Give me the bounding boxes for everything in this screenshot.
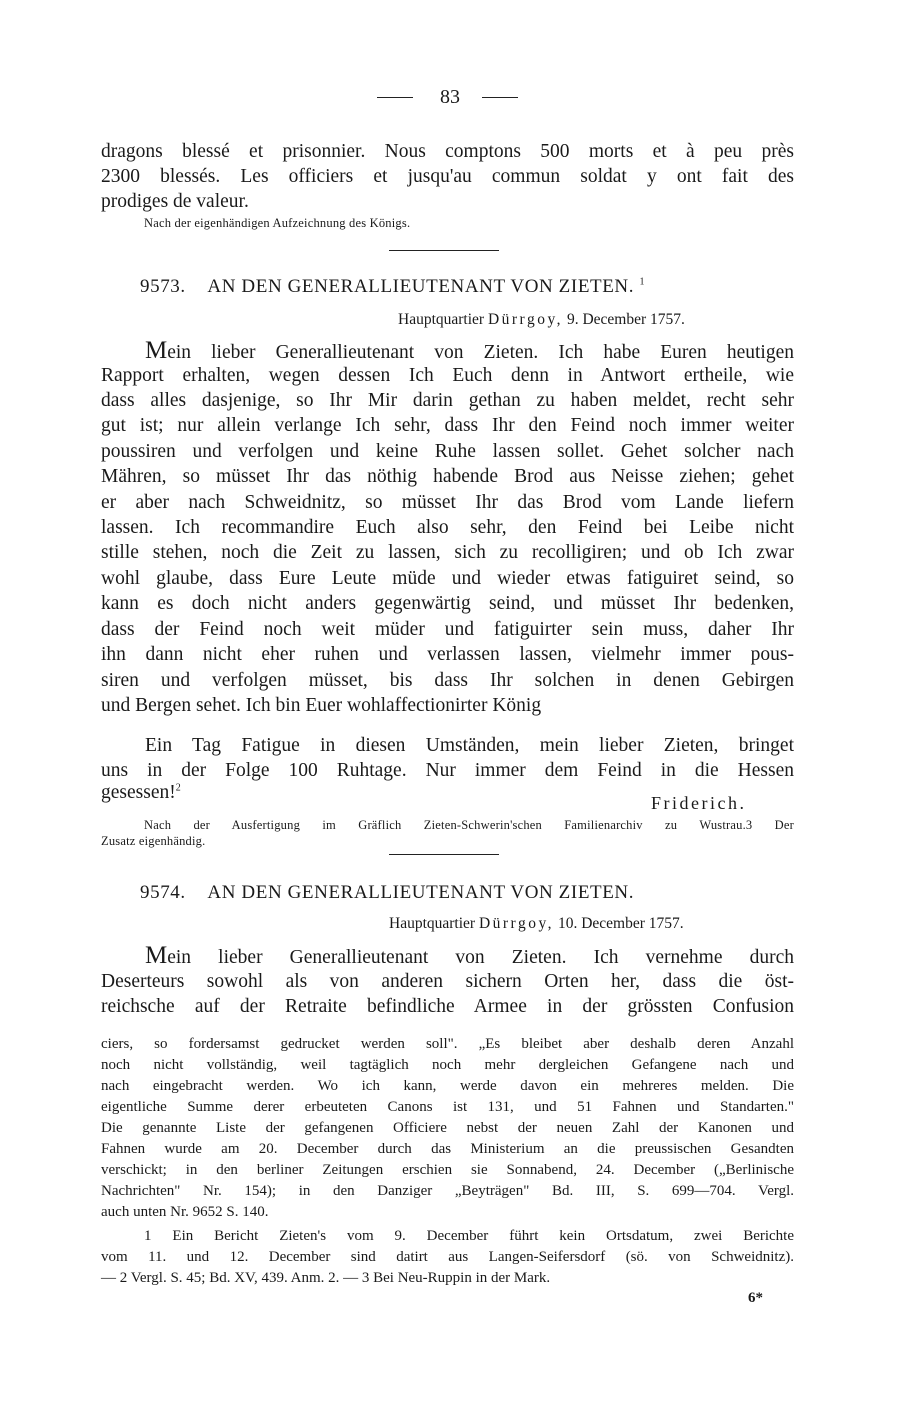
letter-1-dateline: [398, 311, 685, 329]
footnote-1-line-2: vom 11. und 12. December sind datirt aus Langen-Seifersdorf (sö. von Schweidnitz).: [101, 1249, 794, 1265]
letter-1-line: siren und verfolgen müsset, bis dass Ihr solchen in denen Gebirgen: [101, 670, 794, 691]
letter-1-line: dass alles dasjenige, so Ihr Mir darin gethan zu haben meldet, recht sehr: [101, 390, 794, 411]
letter-1-line: und Bergen sehet. Ich bin Euer wohlaffectionirter König: [101, 695, 542, 716]
letter-1-number: 9573.: [140, 276, 186, 297]
letter-1-line: stille stehen, noch die Zeit zu lassen, sich zu recolligiren; und ob Ich zwar: [101, 542, 794, 563]
letter-1-dateline-place: Dürrgoy,: [487, 311, 564, 328]
letter-1-line: poussiren und verfolgen und keine Ruhe lassen sollet. Gehet solcher nach: [101, 441, 794, 462]
letter-1-line: dass der Feind noch weit müder und fatiguirter sein muss, daher Ihr: [101, 619, 794, 640]
letter-1-source-line-2: Zusatz eigenhändig.: [101, 834, 206, 848]
section-divider-1: [389, 250, 499, 251]
letter-1-dateline-prefix: Hauptquartier: [398, 311, 485, 328]
letter-2-dateline-date: 10. December 1757.: [557, 915, 684, 932]
footnote-continuation-line: ciers, so fordersamst gedrucket werden soll". „Es bleibet aber deshalb deren Anzahl: [101, 1036, 794, 1052]
letter-1-first-line: [101, 338, 794, 365]
footnote-continuation-line: nach eingebracht werden. Wo ich kann, werde davon ein mehreres melden. Die: [101, 1078, 794, 1094]
letter-1-line: ihn dann nicht eher ruhen und verlassen lassen, vielmehr immer pous-: [101, 644, 794, 665]
letter-1-first-line-text: ein lieber Generallieutenant von Zieten. Ich habe Euren heutigen: [167, 342, 794, 363]
section-divider-2: [389, 854, 499, 855]
letter-2-first-line-text: ein lieber Generallieutenant von Zieten. Ich vernehme durch: [167, 947, 794, 968]
letter-2-initial: M: [145, 942, 168, 969]
page-number: 83: [440, 86, 460, 108]
footnote-continuation-line: eigentliche Summe derer erbeuteten Canons ist 131, und 51 Fahnen und Standarten.": [101, 1099, 794, 1115]
intro-line-2: 2300 blessés. Les officiers et jusqu'au commun soldat y ont fait des: [101, 166, 794, 187]
letter-2-number: 9574.: [140, 882, 186, 903]
footnote-continuation-line: Fahnen wurde am 20. December durch das Ministerium an die preussischen Gesandten: [101, 1141, 794, 1157]
postscript-line-3: [101, 782, 181, 804]
letter-1-line: kann es doch nicht anders gegenwärtig seind, und müsset Ihr bedenken,: [101, 593, 794, 614]
signature: Friderich.: [651, 793, 747, 813]
letter-1-line: er aber nach Schweidnitz, so müsset Ihr das Brod vom Lande liefern: [101, 492, 794, 513]
letter-2-dateline-prefix: Hauptquartier: [389, 915, 476, 932]
intro-source-note: Nach der eigenhändigen Aufzeichnung des Königs.: [144, 216, 411, 230]
letter-1-initial: M: [145, 337, 168, 364]
letter-1-title: AN DEN GENERALLIEUTENANT VON ZIETEN.: [207, 276, 635, 297]
postscript-footnote-mark: 2: [175, 782, 181, 794]
letter-1-dateline-date: 9. December 1757.: [566, 311, 685, 328]
letter-2-first-line: [101, 943, 794, 970]
footnote-continuation-line: verschickt; in den berliner Zeitungen erschien sie Sonnabend, 24. December („Berlinische: [101, 1162, 794, 1178]
postscript-last-text: gesessen!: [101, 782, 176, 803]
intro-line-3: prodiges de valeur.: [101, 191, 249, 212]
letter-1-line: lassen. Ich recommandire Euch also sehr, den Feind bei Leibe nicht: [101, 517, 794, 538]
letter-1-footnote-mark: 1: [639, 276, 646, 288]
letter-2-dateline: [389, 915, 684, 933]
letter-2-title: AN DEN GENERALLIEUTENANT VON ZIETEN.: [207, 882, 635, 903]
letter-1-line: wohl glaube, dass Eure Leute müde und wieder etwas fatiguiret seind, so: [101, 568, 794, 589]
footnote-continuation-line: noch nicht vollständig, weil tagtäglich noch mehr dergleichen Gefangene nach und: [101, 1057, 794, 1073]
letter-2-heading: [140, 882, 634, 904]
intro-line-1: dragons blessé et prisonnier. Nous comptons 500 morts et à peu près: [101, 141, 794, 162]
letter-2-line: Deserteurs sowohl als von anderen sichern Orten her, dass die öst-: [101, 971, 794, 992]
letter-1-source-line-1: Nach der Ausfertigung im Gräflich Zieten-Schwerin'schen Familienarchiv zu Wustrau.3 Der: [144, 818, 794, 832]
letter-2-dateline-place: Dürrgoy,: [478, 915, 555, 932]
footnote-continuation-line: Nachrichten" Nr. 154); in den Danziger „Beyträgen" Bd. III, S. 699—704. Vergl.: [101, 1183, 794, 1199]
footnote-continuation-line: auch unten Nr. 9652 S. 140.: [101, 1204, 269, 1220]
footnote-1-line-1: 1 Ein Bericht Zieten's vom 9. December führt kein Ortsdatum, zwei Berichte: [144, 1228, 794, 1244]
letter-1-line: Rapport erhalten, wegen dessen Ich Euch denn in Antwort ertheile, wie: [101, 365, 794, 386]
postscript-line-2: uns in der Folge 100 Ruhtage. Nur immer dem Feind in die Hessen: [101, 760, 794, 781]
letter-2-line: reichsche auf der Retraite befindliche Armee in der grössten Confusion: [101, 996, 794, 1017]
footnote-2-3-line: — 2 Vergl. S. 45; Bd. XV, 439. Anm. 2. — 3 Bei Neu-Ruppin in der Mark.: [101, 1270, 551, 1286]
signature-mark: 6*: [748, 1290, 763, 1306]
letter-1-line: gut ist; nur allein verlange Ich sehr, dass Ihr den Feind noch immer weiter: [101, 415, 794, 436]
letter-1-line: Mähren, so müsset Ihr das nöthig habende Brod aus Neisse ziehen; gehet: [101, 466, 794, 487]
letter-1-heading: [140, 276, 645, 298]
postscript-line-1: Ein Tag Fatigue in diesen Umständen, mein lieber Zieten, bringet: [145, 735, 794, 756]
footnote-continuation-line: Die genannte Liste der gefangenen Officiere nebst der neuen Zahl der Kanonen und: [101, 1120, 794, 1136]
